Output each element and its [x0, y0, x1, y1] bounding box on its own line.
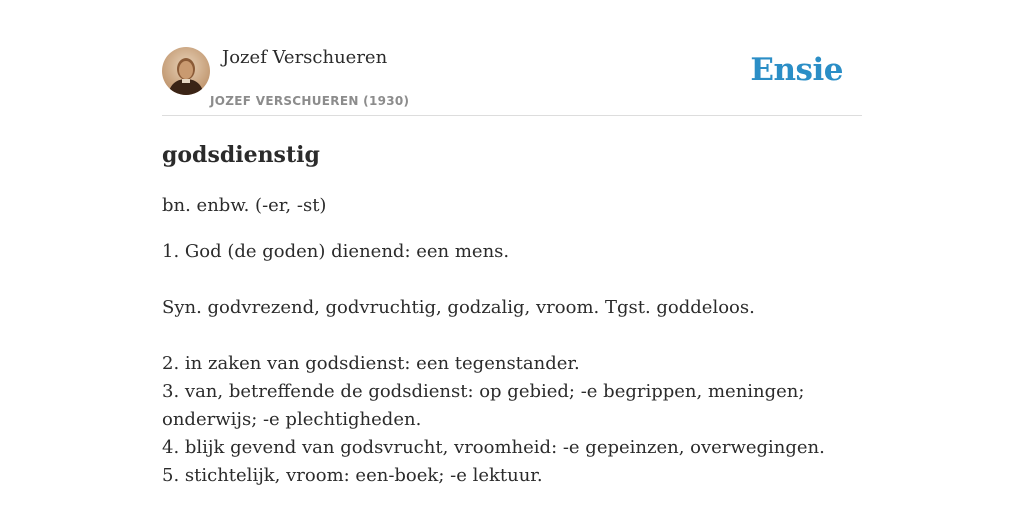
synonyms-line: Syn. godvrezend, godvruchtig, godzalig, vroom. Tgst. goddeloos. [162, 297, 755, 318]
entry-title: godsdienstig [162, 142, 320, 168]
portrait-photo-icon [162, 47, 210, 95]
definition-line: 2. in zaken van godsdienst: een tegenstander. [162, 353, 580, 374]
grammar-label: bn. enbw. (-er, -st) [162, 195, 327, 216]
definition-line: 5. stichtelijk, vroom: een-boek; -e lektuur. [162, 465, 543, 486]
entry-card [162, 0, 862, 512]
author-source: JOZEF VERSCHUEREN (1930) [210, 94, 410, 108]
entry-header [162, 0, 862, 116]
brand-logo[interactable]: Ensie [750, 52, 843, 88]
definition-line: 3. van, betreffende de godsdienst: op gebied; -e begrippen, meningen; onderwijs; -e plechtigheden. [162, 381, 805, 430]
author-avatar[interactable] [162, 47, 210, 95]
entry-body [162, 192, 862, 490]
definition-line: 1. God (de goden) dienend: een mens. [162, 241, 510, 262]
line-gap [162, 322, 862, 350]
definition-line: 4. blijk gevend van godsvrucht, vroomheid: -e gepeinzen, overwegingen. [162, 437, 825, 458]
line-gap [162, 266, 862, 294]
author-name[interactable]: Jozef Verschueren [222, 47, 388, 68]
